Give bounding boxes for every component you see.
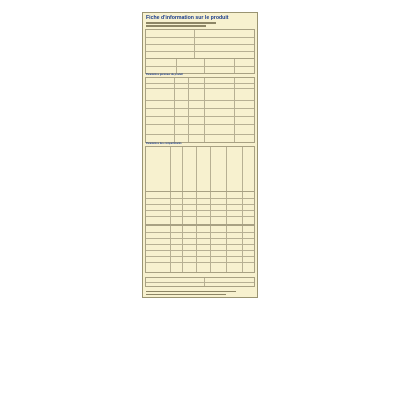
model-block <box>145 58 255 74</box>
general-parameters-table <box>145 77 255 143</box>
supplier-block <box>145 29 255 59</box>
section-title-compartments: Paramètres des compartiments <box>146 142 182 145</box>
compartments-rows-bottom <box>145 225 255 273</box>
light-source-block <box>145 277 255 287</box>
warranty-text-line <box>146 291 236 292</box>
info-text-line <box>146 294 226 295</box>
compartments-header <box>145 146 255 192</box>
subtitle-line <box>146 22 216 24</box>
product-information-sheet <box>142 12 258 298</box>
section-title-general: Paramètres généraux du produit <box>146 73 183 76</box>
regulation-line <box>146 25 206 27</box>
compartments-rows-top <box>145 191 255 225</box>
page-title: Fiche d'information sur le produit <box>146 15 229 21</box>
